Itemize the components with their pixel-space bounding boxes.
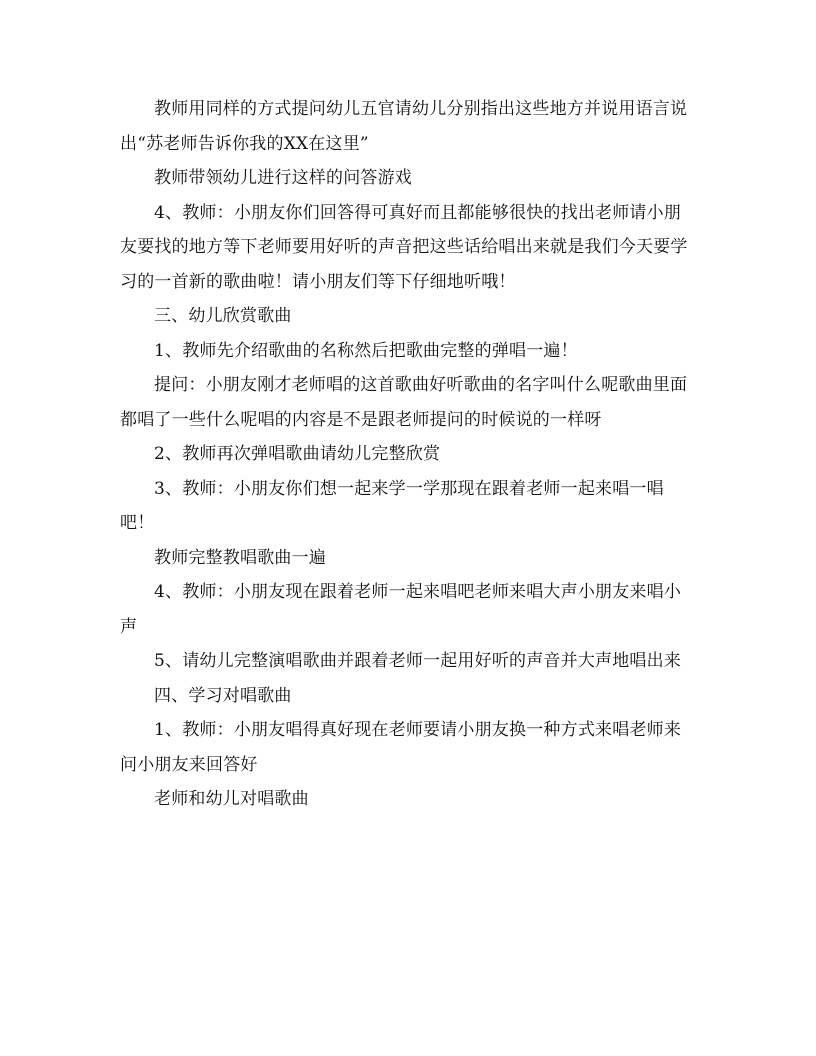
paragraph-step-1-call-response: 1、教师：小朋友唱得真好现在老师要请小朋友换一种方式来唱老师来问小朋友来回答好 — [120, 720, 682, 775]
paragraph-step-5-full-performance: 5、请幼儿完整演唱歌曲并跟着老师一起用好听的声音并大声地唱出来 — [154, 651, 682, 671]
paragraph-step-3-learn-together: 3、教师：小朋友你们想一起来学一学那现在跟着老师一起来唱一唱吧！ — [120, 478, 664, 533]
paragraph-step-4-loud-soft: 4、教师：小朋友现在跟着老师一起来唱吧老师来唱大声小朋友来唱小声 — [120, 582, 682, 637]
paragraph-duet-singing: 老师和幼儿对唱歌曲 — [154, 789, 309, 809]
paragraph-step-2-sing-again: 2、教师再次弹唱歌曲请幼儿完整欣赏 — [154, 444, 441, 464]
paragraph-teacher-asks-facial-features: 教师用同样的方式提问幼儿五官请幼儿分别指出这些地方并说用语言说出“苏老师告诉你我的XX在这里” — [120, 99, 688, 154]
paragraph-step-4-new-song-intro: 4、教师：小朋友你们回答得可真好而且都能够很快的找出老师请小朋友要找的地方等下老师要用好听的声音把这些话给唱出来就是我们今天要学习的一首新的歌曲啦！请小朋友们等下仔细地听哦！ — [120, 202, 688, 292]
paragraph-teach-song-once: 教师完整教唱歌曲一遍 — [154, 547, 326, 568]
paragraph-step-1-introduce-song: 1、教师先介绍歌曲的名称然后把歌曲完整的弹唱一遍！ — [154, 340, 578, 361]
document-body — [120, 92, 694, 817]
section-heading-3: 三、幼儿欣赏歌曲 — [154, 306, 292, 326]
paragraph-question-game: 教师带领幼儿进行这样的问答游戏 — [154, 168, 412, 188]
section-heading-4: 四、学习对唱歌曲 — [154, 685, 292, 706]
paragraph-question-prompt: 提问：小朋友刚才老师唱的这首歌曲好听歌曲的名字叫什么呢歌曲里面都唱了一些什么呢唱的内容是不是跟老师提问的时候说的一样呀 — [120, 375, 688, 430]
